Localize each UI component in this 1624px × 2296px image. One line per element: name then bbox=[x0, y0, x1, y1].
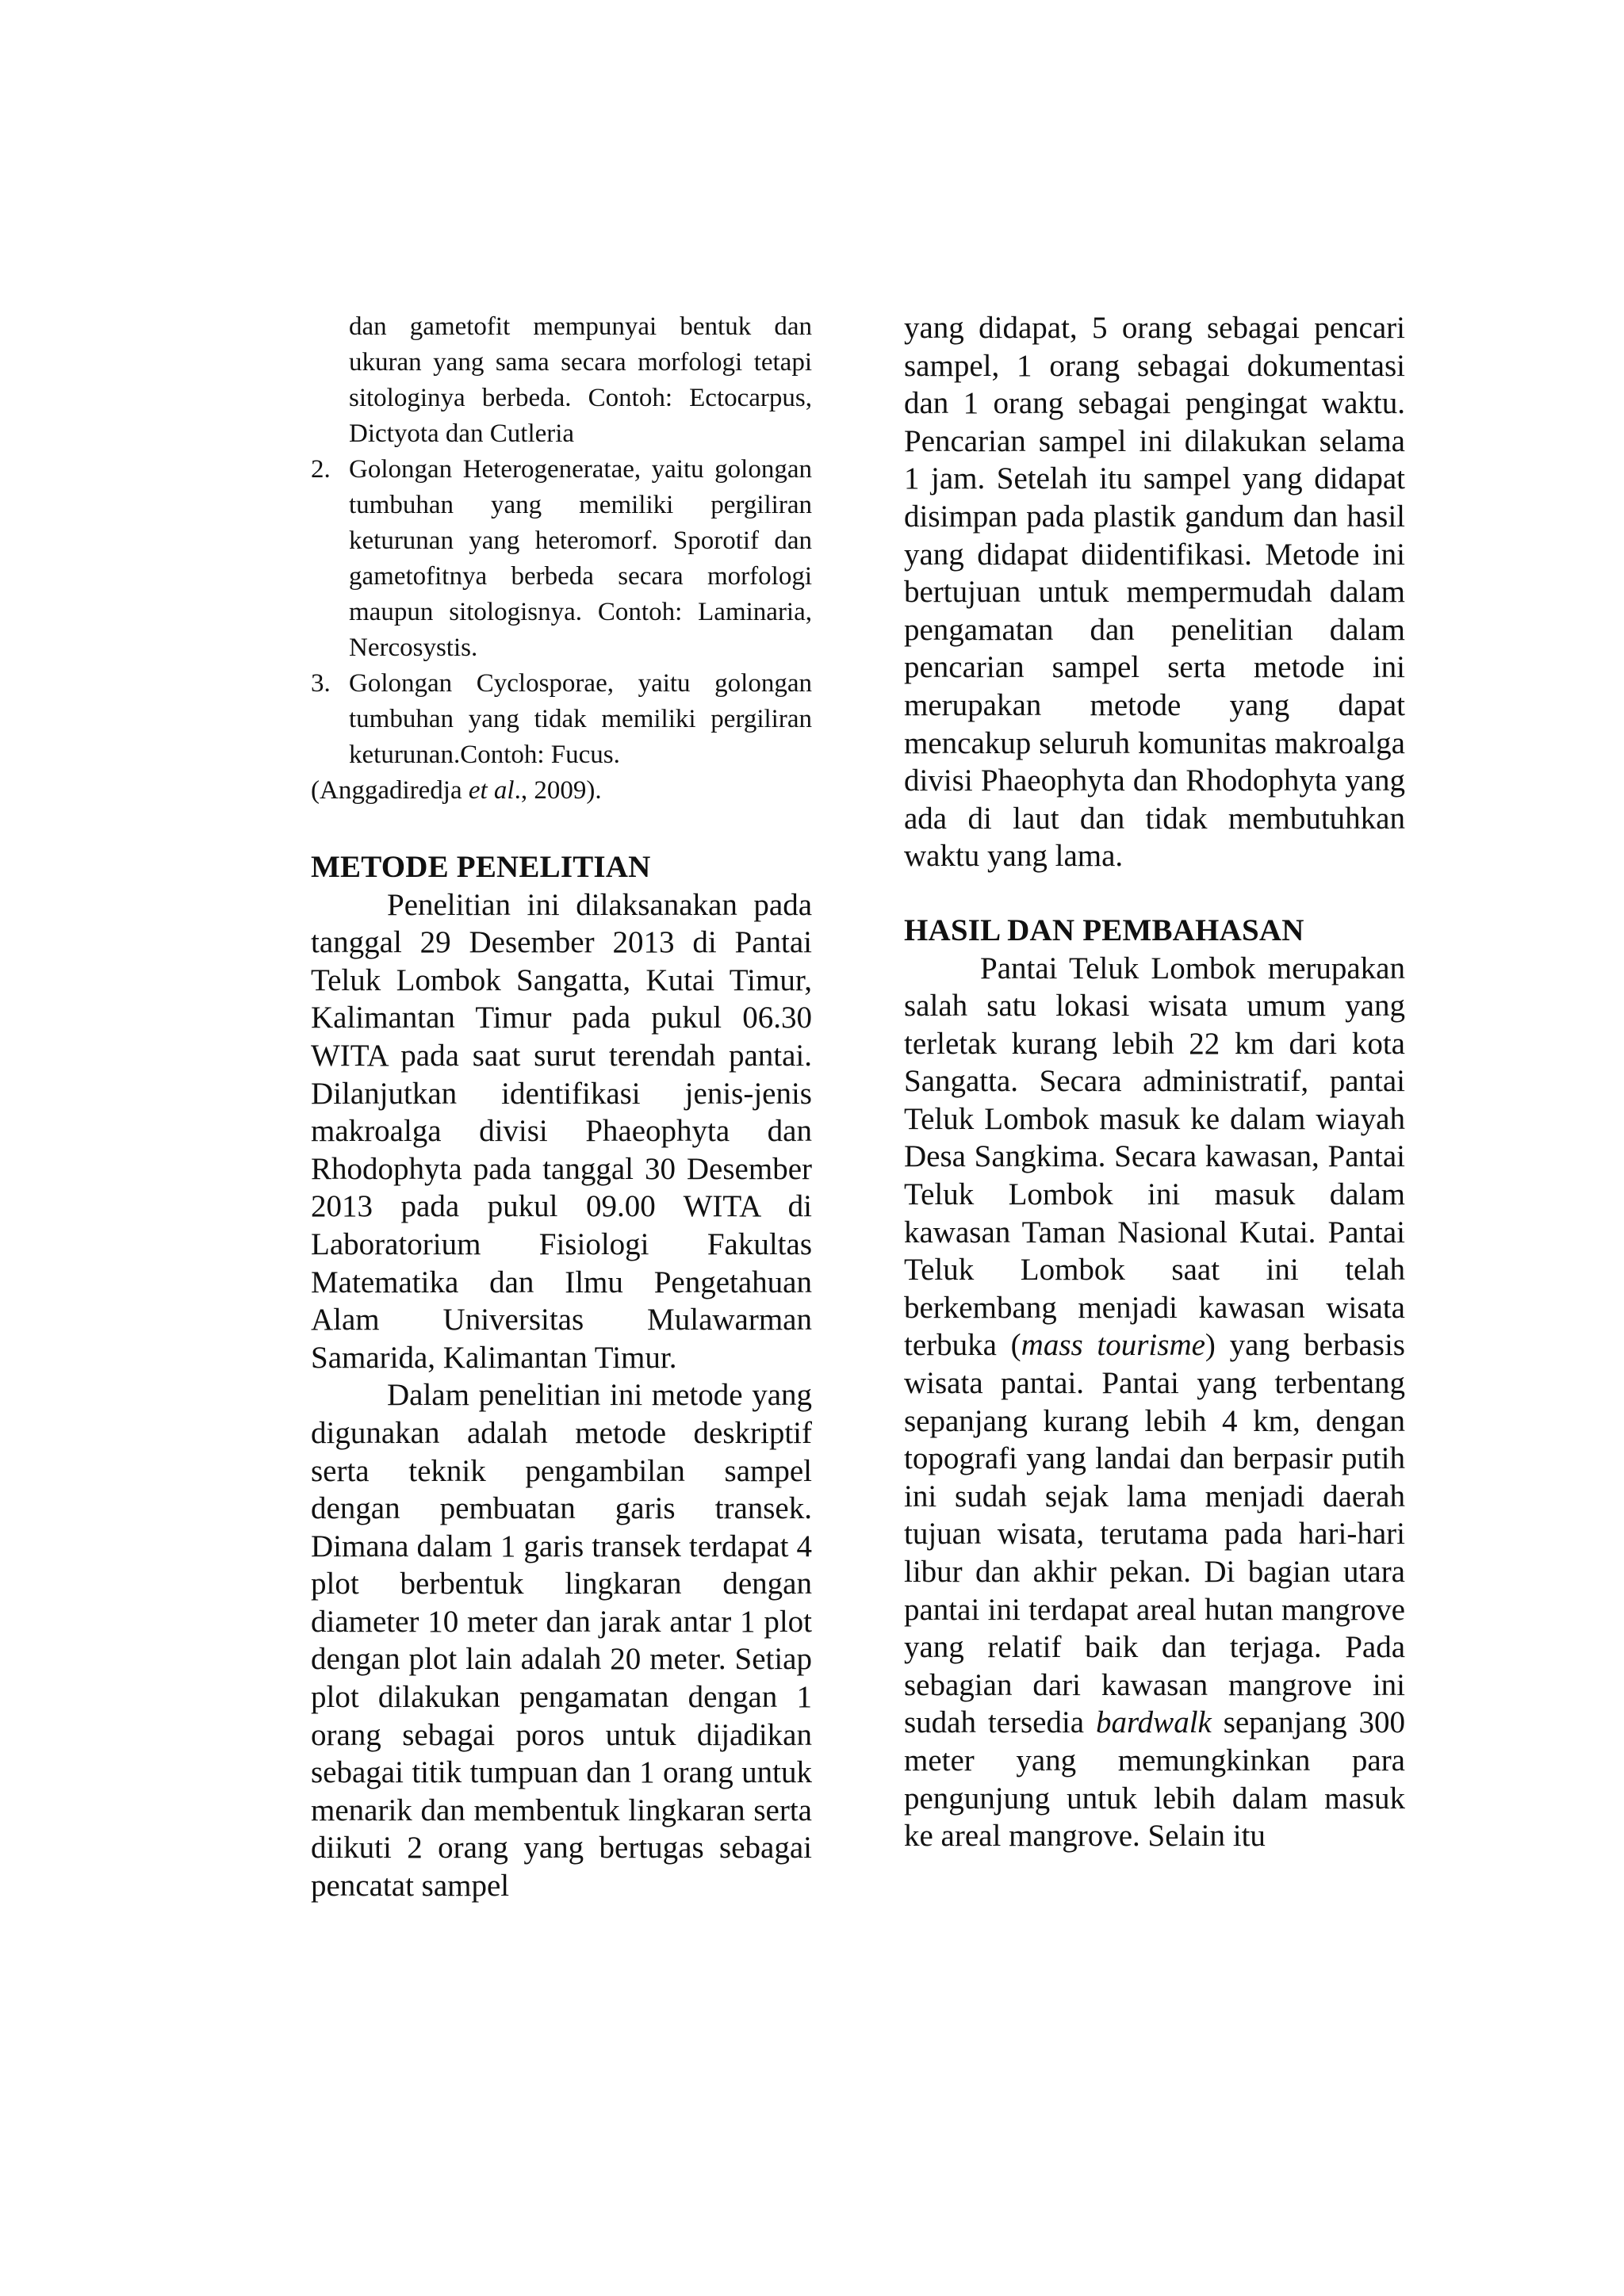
section-heading-results: HASIL DAN PEMBAHASAN bbox=[904, 913, 1304, 947]
list-item-text: dan gametofit mempunyai bentuk dan ukuran yang sama secara morfologi tetapi sitologinya berbeda. Contoh: Ectocarpus, Dictyota dan Cutleria bbox=[349, 312, 812, 448]
left-column bbox=[311, 309, 812, 1905]
list-item bbox=[311, 666, 812, 773]
right-column bbox=[904, 309, 1405, 1855]
paragraph: yang didapat, 5 orang sebagai pencari sampel, 1 orang sebagai dokumentasi dan 1 orang sebagai pengingat waktu. Pencarian sampel ini dilakukan selama 1 jam. Setelah itu sampel yang didapat disimpan pada plastik gandum dan hasil yang didapat diidentifikasi. Metode ini bertujuan untuk mempermudah dalam pengamatan dan penelitian dalam pencarian sampel serta metode ini merupakan metode yang dapat mencakup seluruh komunitas makroalga divisi Phaeophyta dan Rhodophyta yang ada di laut dan tidak membutuhkan waktu yang lama. bbox=[904, 311, 1405, 874]
list-item-text: Golongan Cyclosporae, yaitu golongan tumbuhan yang tidak memiliki pergiliran keturunan.Contoh: Fucus. bbox=[349, 669, 812, 769]
paragraph: Penelitian ini dilaksanakan pada tanggal 29 Desember 2013 di Pantai Teluk Lombok Sangatta, Kutai Timur, Kalimantan Timur pada pukul 06.30 WITA pada saat surut terendah pantai. Dilanjutkan identifikasi jenis-jenis makroalga divisi Phaeophyta dan Rhodophyta pada tanggal 30 Desember 2013 pada pukul 09.00 WITA di Laboratorium Fisiologi Fakultas Matematika dan Ilmu Pengetahuan Alam Universitas Mulawarman Samarida, Kalimantan Timur. bbox=[311, 887, 812, 1375]
citation-italic: et al bbox=[468, 776, 515, 805]
italic-term: mass tourisme bbox=[1021, 1328, 1205, 1363]
paragraph: Dalam penelitian ini metode yang digunakan adalah metode deskriptif serta teknik pengambilan sampel dengan pembuatan garis transek. Dimana dalam 1 garis transek terdapat 4 plot berbentuk lingkaran dengan diameter 10 meter dan jarak antar 1 plot dengan plot lain adalah 20 meter. Setiap plot dilakukan pengamatan dengan 1 orang sebagai poros untuk dijadikan sebagai titik tumpuan dan 1 orang untuk menarik dan membentuk lingkaran serta diikuti 2 orang yang bertugas sebagai pencatat sampel bbox=[311, 1378, 812, 1904]
section-heading-methods: METODE PENELITIAN bbox=[311, 850, 651, 884]
list-item-text: Golongan Heterogeneratae, yaitu golongan tumbuhan yang memiliki pergiliran keturunan yang heteromorf. Sporotif dan gametofitnya berbeda secara morfologi maupun sitologisnya. Contoh: Laminaria, Nercosystis. bbox=[349, 455, 812, 662]
list-item bbox=[311, 452, 812, 666]
classification-list bbox=[311, 309, 812, 809]
list-item-number: 3. bbox=[311, 669, 331, 698]
list-item-number: 2. bbox=[311, 455, 331, 484]
paragraph: Pantai Teluk Lombok merupakan salah satu lokasi wisata umum yang terletak kurang lebih 22 km dari kota Sangatta. Secara administratif, pantai Teluk Lombok masuk ke dalam wiayah Desa Sangkima. Secara kawasan, Pantai Teluk Lombok ini masuk dalam kawasan Taman Nasional Kutai. Pantai Teluk Lombok saat ini telah berkembang menjadi kawasan wisata terbuka (mass tourisme) yang berbasis wisata pantai. Pantai yang terbentang sepanjang kurang lebih 4 km, dengan topografi yang landai dan berpasir putih ini sudah sejak lama menjadi daerah tujuan wisata, terutama pada hari-hari libur dan akhir pekan. Di bagian utara pantai ini terdapat areal hutan mangrove yang relatif baik dan terjaga. Pada sebagian dari kawasan mangrove ini sudah tersedia bardwalk sepanjang 300 meter yang memungkinkan para pengunjung untuk lebih dalam masuk ke areal mangrove. Selain itu bbox=[904, 951, 1405, 1854]
list-item-continuation bbox=[311, 309, 812, 452]
italic-term: bardwalk bbox=[1095, 1705, 1212, 1740]
citation: (Anggadiredja et al., 2009). bbox=[311, 776, 602, 805]
